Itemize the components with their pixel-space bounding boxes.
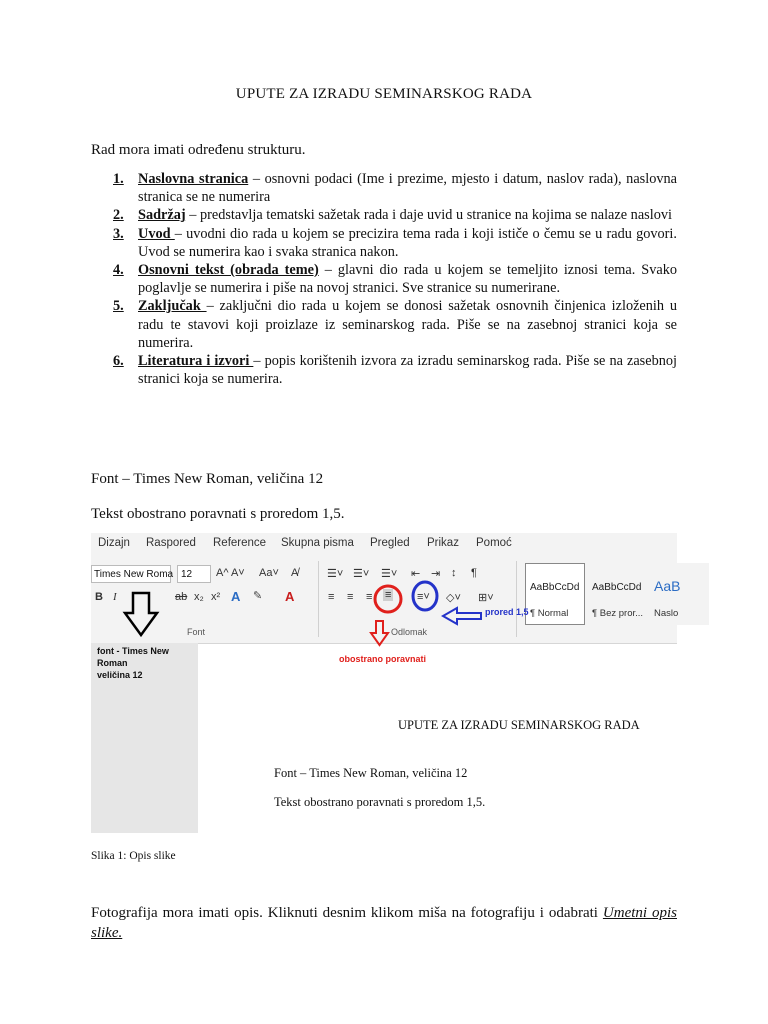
style-preview: AaBbCcDd bbox=[592, 582, 642, 593]
item-separator: – bbox=[206, 298, 220, 315]
item-number: 6. bbox=[113, 353, 124, 370]
intro-text: Rad mora imati određenu strukturu. bbox=[91, 142, 306, 158]
menu-item-pomoc: Pomoć bbox=[476, 537, 512, 549]
text-effects-icon: A bbox=[231, 589, 241, 604]
list-item bbox=[91, 352, 677, 388]
menu-item-reference: Reference bbox=[213, 537, 267, 549]
list-item bbox=[91, 225, 677, 261]
style-preview: AaB bbox=[654, 578, 681, 594]
font-instruction: Font – Times New Roman, veličina 12 bbox=[91, 471, 324, 487]
item-term: Uvod bbox=[138, 225, 175, 242]
font-color-icon: A bbox=[285, 589, 295, 604]
group-label-paragraph: Odlomak bbox=[391, 627, 428, 637]
bullets-icon: ☰˅ bbox=[327, 568, 344, 580]
font-name-box: Times New Roma bbox=[91, 565, 171, 583]
clear-format-icon: A̸ bbox=[291, 567, 299, 579]
red-annotation-label: obostrano poravnati bbox=[339, 654, 427, 664]
line-spacing-icon: ≡˅ bbox=[417, 591, 430, 603]
blue-arrow-icon bbox=[443, 608, 481, 624]
style-name: ¶ Bez pror... bbox=[592, 608, 644, 619]
font-size-box: 12 bbox=[177, 565, 211, 583]
item-number: 4. bbox=[113, 262, 124, 279]
red-circle-icon bbox=[375, 586, 401, 612]
item-term: Naslovna stranica bbox=[138, 171, 249, 187]
item-term: Literatura i izvori bbox=[138, 353, 254, 370]
list-item bbox=[91, 297, 677, 352]
subscript-icon: x₂ bbox=[194, 591, 204, 603]
change-case-icon: Aa˅ bbox=[259, 567, 279, 579]
embedded-doc-line: Font – Times New Roman, veličina 12 bbox=[274, 766, 468, 780]
photo-note-text: Fotografija mora imati opis. Kliknuti desnim klikom miša na fotografiju i odabrati bbox=[91, 905, 603, 921]
item-number: 3. bbox=[113, 225, 124, 242]
list-item bbox=[91, 170, 677, 206]
bold-icon: B bbox=[95, 591, 103, 603]
list-item bbox=[91, 206, 677, 224]
menu-item-raspored: Raspored bbox=[146, 537, 196, 549]
pane-label-line: veličina 12 bbox=[97, 670, 143, 680]
grow-font-icon: A^ A˅ bbox=[216, 567, 245, 579]
embedded-doc-title: UPUTE ZA IZRADU SEMINARSKOG RADA bbox=[398, 718, 640, 732]
item-text: osnovni podaci (Ime i prezime, mjesto i datum, naslov rada), naslovna stranica se ne numerira bbox=[138, 171, 678, 206]
sort-icon: ↕ bbox=[451, 567, 457, 579]
highlight-icon: ✎ bbox=[253, 590, 263, 602]
item-term: Osnovni tekst (obrada teme) bbox=[138, 262, 319, 279]
style-preview: AaBbCcDd bbox=[530, 582, 580, 593]
menu-item-dizajn: Dizajn bbox=[98, 537, 130, 549]
item-number: 2. bbox=[113, 207, 124, 224]
style-name: ¶ Normal bbox=[530, 608, 569, 619]
style-name: Naslo bbox=[654, 608, 679, 619]
borders-icon: ⊞˅ bbox=[478, 592, 494, 604]
word-ribbon-screenshot bbox=[91, 533, 681, 833]
multilevel-list-icon: ☰˅ bbox=[381, 568, 398, 580]
list-item bbox=[91, 261, 677, 297]
align-right-icon: ≡ bbox=[366, 591, 373, 603]
item-separator: – bbox=[174, 225, 187, 242]
item-separator: – bbox=[185, 207, 200, 224]
item-term: Sadržaj bbox=[138, 207, 186, 224]
pilcrow-icon: ¶ bbox=[471, 567, 477, 579]
red-arrow-icon bbox=[371, 621, 388, 645]
item-term: Zaključak bbox=[138, 298, 207, 315]
decrease-indent-icon: ⇤ bbox=[411, 568, 421, 580]
italic-icon: I bbox=[113, 591, 117, 603]
blue-annotation-label: prored 1,5 bbox=[485, 607, 529, 617]
umetni-opis-link[interactable]: Umetni opis slike. bbox=[91, 905, 677, 941]
black-arrow-icon bbox=[125, 593, 157, 635]
blue-circle-icon bbox=[413, 582, 437, 610]
item-separator: – bbox=[318, 262, 338, 279]
menu-item-prikaz: Prikaz bbox=[427, 537, 459, 549]
item-text: popis korištenih izvora za izradu seminarskog rada. Piše se na zasebnoj stranici koja se numerira. bbox=[138, 353, 677, 388]
alignment-instruction: Tekst obostrano poravnati s proredom 1,5. bbox=[91, 506, 345, 522]
structure-list bbox=[91, 170, 677, 388]
item-text: uvodni dio rada u kojem se precizira tema rada i koji ističe o čemu se u radu govori. Uvod se numerira kao i svaka stranica nakon. bbox=[138, 225, 677, 260]
menu-item-skupna-pisma: Skupna pisma bbox=[281, 537, 354, 549]
item-text: glavni dio rada u kojem se temeljito iznosi tema. Svako poglavlje se numerira i piše na novoj stranici. Sve stranice su numerirane. bbox=[138, 262, 678, 297]
justify-icon: ≡ bbox=[385, 589, 392, 601]
image-caption: Slika 1: Opis slike bbox=[91, 850, 176, 862]
increase-indent-icon: ⇥ bbox=[431, 568, 441, 580]
align-left-icon: ≡ bbox=[328, 591, 335, 603]
pane-label-line: font - Times New Roman bbox=[97, 646, 169, 668]
strikethrough-icon: ab bbox=[175, 591, 188, 603]
embedded-doc-line: Tekst obostrano poravnati s proredom 1,5. bbox=[274, 795, 486, 809]
item-separator: – bbox=[248, 171, 265, 187]
superscript-icon: x² bbox=[211, 591, 221, 603]
shading-icon: ◇˅ bbox=[446, 592, 461, 604]
item-text: predstavlja tematski sažetak rada i daje uvid u stranice na kojima se nalaze naslovi bbox=[199, 207, 672, 224]
item-number: 1. bbox=[113, 171, 124, 187]
align-center-icon: ≡ bbox=[347, 591, 354, 603]
menu-item-pregled: Pregled bbox=[370, 537, 410, 549]
numbering-icon: ☰˅ bbox=[353, 568, 370, 580]
group-label-font: Font bbox=[187, 627, 206, 637]
page-title: UPUTE ZA IZRADU SEMINARSKOG RADA bbox=[235, 86, 533, 102]
item-number: 5. bbox=[113, 298, 124, 315]
annotation-overlay bbox=[91, 533, 677, 833]
item-text: zaključni dio rada u kojem se donosi sažetak osnovnih činjenica izloženih u radu te stavovi koji proizlaze iz seminarskog rada. Piše se na zasebnoj stranici koja se numerira. bbox=[138, 298, 677, 351]
item-separator: – bbox=[253, 353, 265, 370]
photo-note bbox=[91, 903, 677, 943]
